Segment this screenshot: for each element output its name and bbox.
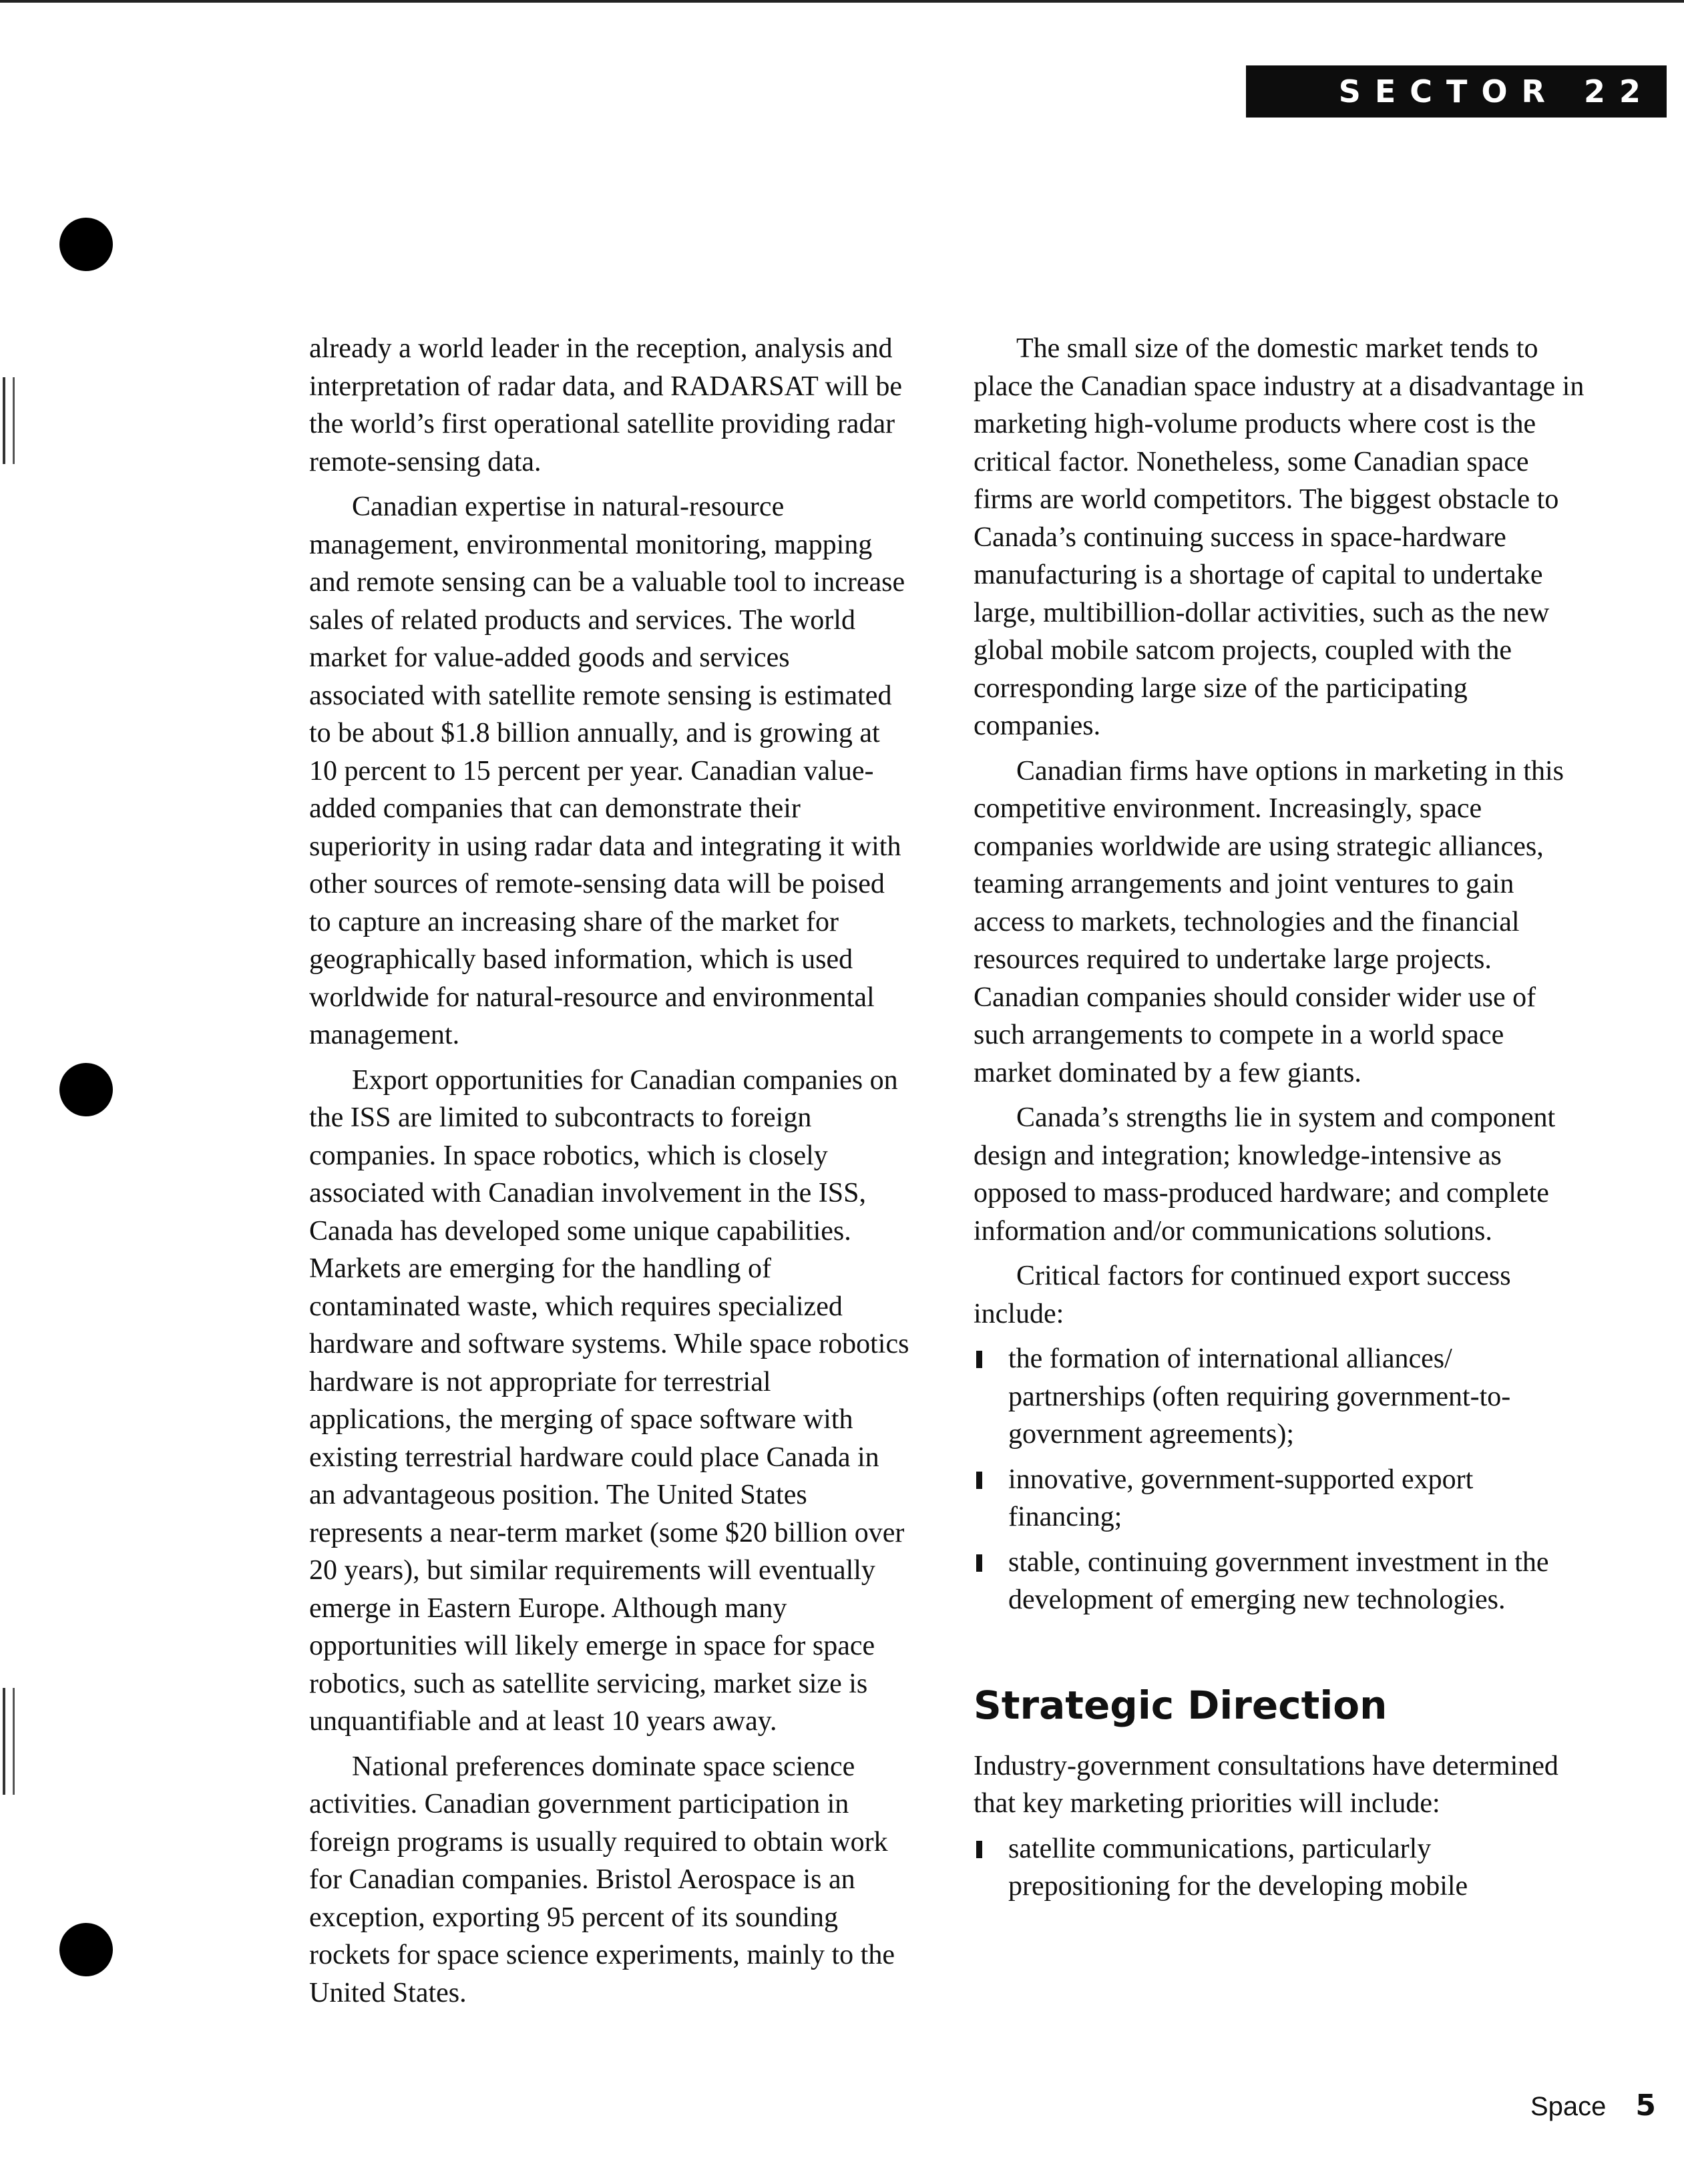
- list-item-text: innovative, government-supported export financing;: [1008, 1464, 1474, 1532]
- paragraph: National preferences dominate space science activities. Canadian government participation in foreign programs is usually required to obtain work for Canadian companies. Bristol Aerospace is an exception, exporting 95 percent of its sounding rockets for space science experiments, mainly to the United States.: [309, 1751, 895, 2008]
- left-column: [309, 330, 910, 2019]
- list-item: [974, 1544, 1588, 1619]
- paragraph: Canadian firms have options in marketing in this competitive environment. Increasingly, space companies worldwide are using strategic alliances, teaming arrangements and joint ventures to gain access to markets, technologies and the financial resources required to undertake large projects. Canadian companies should consider wider use of such arrangements to compete in a world space market dominated by a few giants.: [974, 755, 1564, 1088]
- paragraph: Canadian expertise in natural-resource management, environmental monitoring, mapping and remote sensing can be a valuable tool to increase sales of related products and services. The world market for value-added goods and services associated with satellite remote sensing is estimated to be about $1.8 billion annually, and is growing at 10 percent to 15 percent per year. Canadian value-added companies that can demonstrate their superiority in using radar data and integrating it with other sources of remote-sensing data will be poised to capture an increasing share of the market for geographically based information, which is used worldwide for natural-resource and environmental management.: [309, 491, 905, 1050]
- sector-label: SECTOR 22: [1246, 65, 1667, 118]
- paragraph: already a world leader in the reception, analysis and interpretation of radar data, and RADARSAT will be the world’s first operational satellite providing radar remote-sensing data.: [309, 333, 903, 477]
- binder-hole-middle: [59, 1063, 113, 1116]
- page-number: 5: [1635, 2089, 1656, 2123]
- bullet-icon: [976, 1554, 982, 1572]
- top-rule: [0, 0, 1684, 3]
- bullet-icon: [976, 1841, 982, 1858]
- binder-hole-bottom: [59, 1923, 113, 1976]
- list-item-text: satellite communications, particularly prepositioning for the developing mobile: [1008, 1833, 1468, 1902]
- list-item: [974, 1340, 1588, 1454]
- binder-hole-top: [59, 218, 113, 271]
- bullet-icon: [976, 1351, 982, 1368]
- marketing-priorities-list: [974, 1830, 1588, 1906]
- footer-section-name: Space: [1530, 2092, 1607, 2121]
- bullet-icon: [976, 1472, 982, 1489]
- page-footer: [1456, 2089, 1656, 2123]
- paragraph: The small size of the domestic market tends to place the Canadian space industry at a disadvantage in marketing high-volume products where cost is the critical factor. Nonetheless, some Canadian space firms are world competitors. The biggest obstacle to Canada’s continuing success in space-hardware manufacturing is a shortage of capital to undertake large, multibillion-dollar activities, such as the new global mobile satcom projects, coupled with the corresponding large size of the participating companies.: [974, 333, 1585, 741]
- list-item: [974, 1461, 1588, 1536]
- list-item-text: the formation of international alliances/ partnerships (often requiring government-to-government agreements);: [1008, 1343, 1511, 1450]
- paragraph: Export opportunities for Canadian companies on the ISS are limited to subcontracts to foreign companies. In space robotics, which is closely associated with Canadian involvement in the ISS, Canada has developed some unique capabilities. Markets are emerging for the handling of contaminated waste, which requires specialized hardware and software systems. While space robotics hardware is not appropriate for terrestrial applications, the merging of space software with existing terrestrial hardware could place Canada in an advantageous position. The United States represents a near-term market (some $20 billion over 20 years), but similar requirements will eventually emerge in Eastern Europe. Although many opportunities will likely emerge in space for space robotics, such as satellite servicing, market size is unquantifiable and at least 10 years away.: [309, 1064, 909, 1737]
- list-item: [974, 1830, 1588, 1906]
- section-heading: Strategic Direction: [974, 1682, 1388, 1728]
- right-column: [974, 330, 1588, 1915]
- export-factors-list: [974, 1340, 1588, 1619]
- list-item-text: stable, continuing government investment in the development of emerging new technologies.: [1008, 1546, 1549, 1615]
- binder-ring-mark-lower: [3, 1688, 15, 1795]
- binder-ring-mark-upper: [3, 377, 15, 464]
- paragraph: Industry-government consultations have determined that key marketing priorities will include:: [974, 1750, 1558, 1819]
- paragraph: Canada’s strengths lie in system and component design and integration; knowledge-intensive as opposed to mass-produced hardware; and complete information and/or communications solutions.: [974, 1102, 1556, 1247]
- paragraph: Critical factors for continued export success include:: [974, 1261, 1511, 1329]
